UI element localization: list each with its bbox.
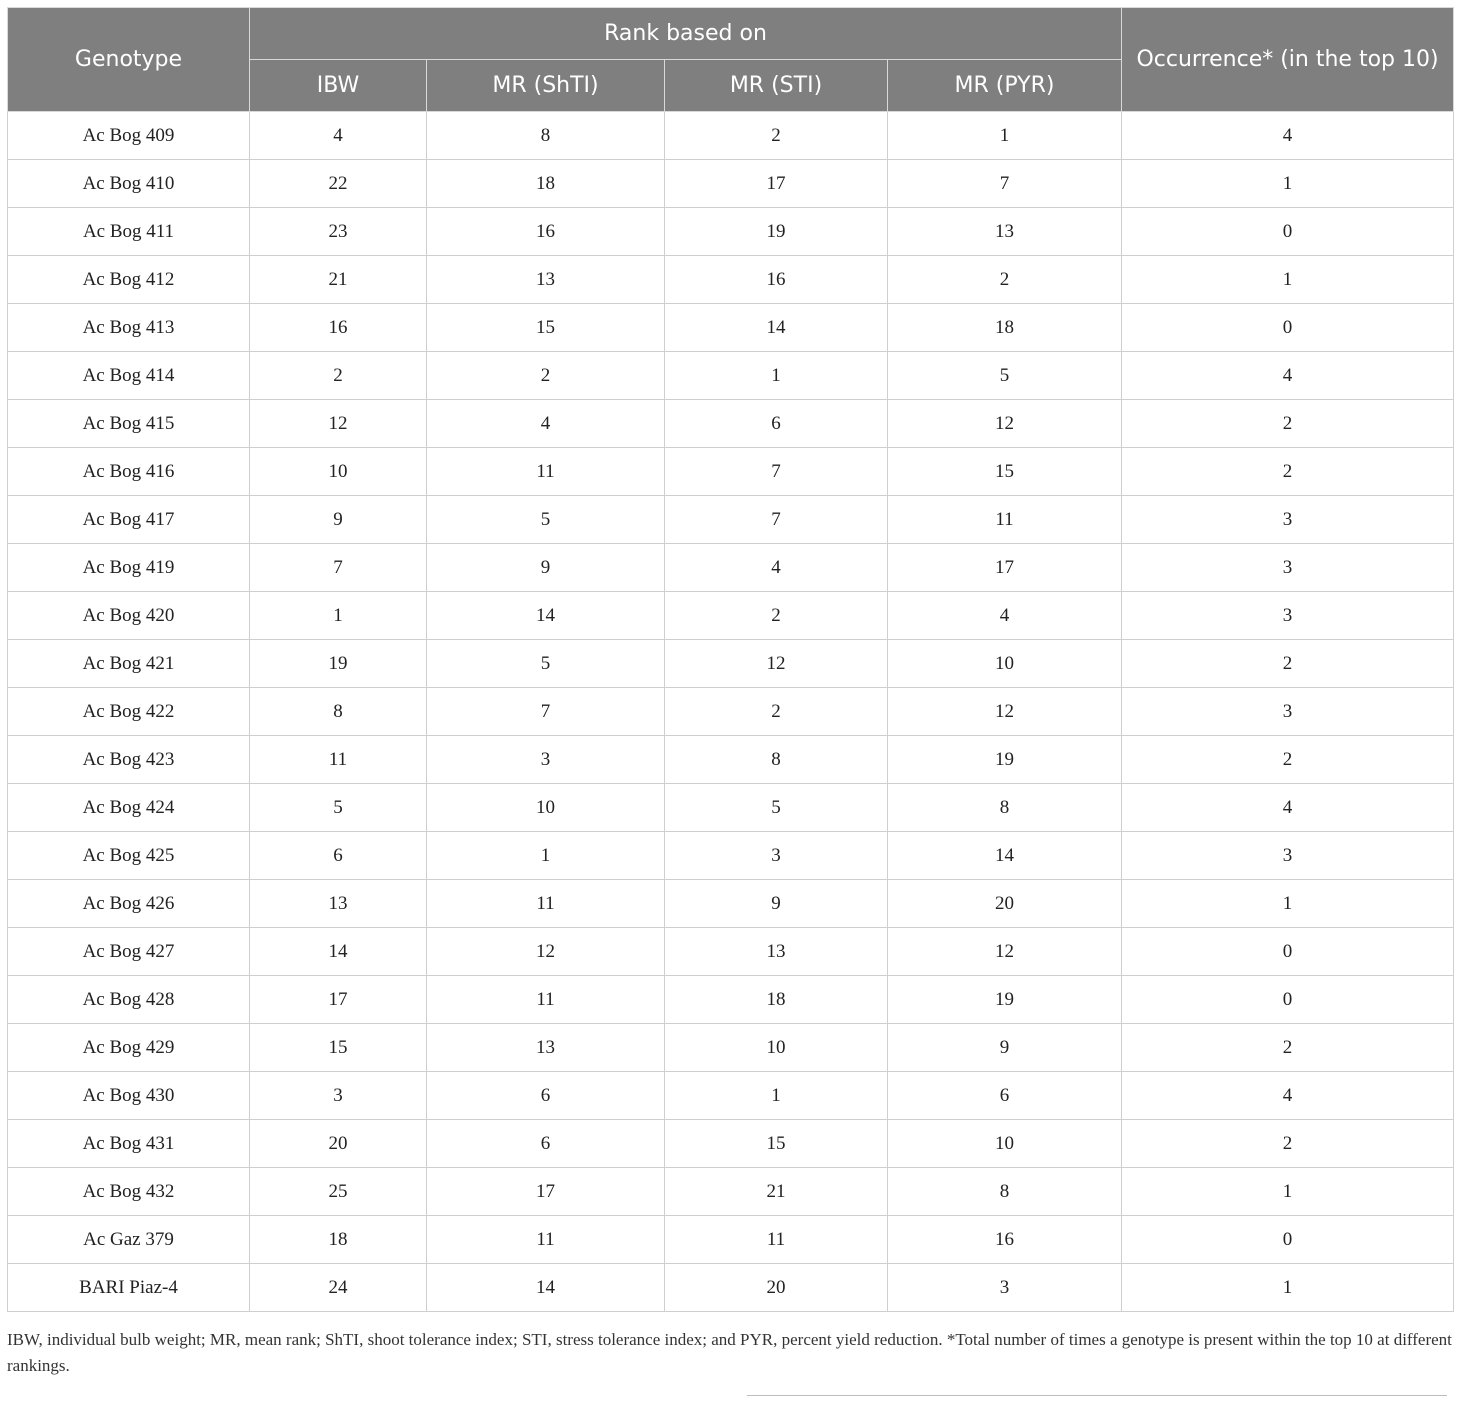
mr-shti-header: MR (ShTI) [427,60,665,112]
ibw-cell: 13 [250,880,427,928]
occurrence-cell: 3 [1122,832,1454,880]
rank-based-on-header: Rank based on [250,8,1122,60]
genotype-cell: Ac Bog 416 [8,448,250,496]
mr-pyr-cell: 2 [888,256,1122,304]
ibw-cell: 12 [250,400,427,448]
mr-sti-cell: 10 [665,1024,888,1072]
ibw-cell: 19 [250,640,427,688]
mr-sti-cell: 5 [665,784,888,832]
table-row [8,208,1454,256]
genotype-cell: Ac Bog 410 [8,160,250,208]
occurrence-cell: 1 [1122,1264,1454,1312]
rank-table [7,7,1454,1312]
ibw-cell: 18 [250,1216,427,1264]
genotype-cell: Ac Bog 423 [8,736,250,784]
table-row [8,592,1454,640]
genotype-cell: Ac Bog 415 [8,400,250,448]
mr-sti-cell: 4 [665,544,888,592]
mr-sti-cell: 2 [665,688,888,736]
occurrence-header: Occurrence* (in the top 10) [1122,8,1454,112]
mr-sti-header: MR (STI) [665,60,888,112]
mr-pyr-cell: 18 [888,304,1122,352]
genotype-cell: Ac Bog 425 [8,832,250,880]
ibw-cell: 14 [250,928,427,976]
mr-shti-cell: 17 [427,1168,665,1216]
table-row [8,688,1454,736]
mr-shti-cell: 14 [427,592,665,640]
header-row-top [8,8,1454,60]
occurrence-cell: 1 [1122,1168,1454,1216]
mr-shti-cell: 11 [427,1216,665,1264]
ibw-cell: 10 [250,448,427,496]
occurrence-cell: 2 [1122,736,1454,784]
ibw-cell: 23 [250,208,427,256]
ibw-cell: 2 [250,352,427,400]
occurrence-cell: 2 [1122,1024,1454,1072]
mr-pyr-header: MR (PYR) [888,60,1122,112]
occurrence-cell: 2 [1122,400,1454,448]
genotype-cell: Ac Bog 412 [8,256,250,304]
ibw-cell: 24 [250,1264,427,1312]
ibw-cell: 9 [250,496,427,544]
genotype-cell: Ac Bog 414 [8,352,250,400]
ibw-cell: 6 [250,832,427,880]
genotype-cell: Ac Bog 430 [8,1072,250,1120]
mr-shti-cell: 12 [427,928,665,976]
mr-sti-cell: 20 [665,1264,888,1312]
table-row [8,640,1454,688]
table-row [8,736,1454,784]
mr-shti-cell: 8 [427,112,665,160]
mr-shti-cell: 5 [427,640,665,688]
mr-pyr-cell: 14 [888,832,1122,880]
ibw-cell: 25 [250,1168,427,1216]
mr-sti-cell: 18 [665,976,888,1024]
occurrence-cell: 2 [1122,448,1454,496]
table-row [8,832,1454,880]
mr-pyr-cell: 8 [888,784,1122,832]
occurrence-cell: 1 [1122,160,1454,208]
occurrence-cell: 4 [1122,352,1454,400]
ibw-cell: 3 [250,1072,427,1120]
mr-sti-cell: 6 [665,400,888,448]
table-row [8,1264,1454,1312]
mr-shti-cell: 11 [427,976,665,1024]
genotype-cell: Ac Gaz 379 [8,1216,250,1264]
occurrence-cell: 0 [1122,1216,1454,1264]
table-row [8,400,1454,448]
mr-shti-cell: 5 [427,496,665,544]
mr-shti-cell: 6 [427,1120,665,1168]
occurrence-cell: 4 [1122,112,1454,160]
mr-sti-cell: 14 [665,304,888,352]
mr-pyr-cell: 9 [888,1024,1122,1072]
mr-sti-cell: 7 [665,496,888,544]
mr-shti-cell: 10 [427,784,665,832]
mr-shti-cell: 13 [427,1024,665,1072]
mr-pyr-cell: 17 [888,544,1122,592]
mr-shti-cell: 7 [427,688,665,736]
genotype-cell: Ac Bog 409 [8,112,250,160]
ibw-cell: 22 [250,160,427,208]
genotype-cell: Ac Bog 421 [8,640,250,688]
mr-pyr-cell: 15 [888,448,1122,496]
mr-sti-cell: 12 [665,640,888,688]
mr-pyr-cell: 19 [888,976,1122,1024]
occurrence-cell: 0 [1122,976,1454,1024]
occurrence-cell: 0 [1122,208,1454,256]
mr-sti-cell: 17 [665,160,888,208]
mr-pyr-cell: 6 [888,1072,1122,1120]
mr-pyr-cell: 7 [888,160,1122,208]
genotype-cell: Ac Bog 426 [8,880,250,928]
genotype-cell: Ac Bog 411 [8,208,250,256]
occurrence-cell: 3 [1122,688,1454,736]
mr-pyr-cell: 10 [888,640,1122,688]
mr-pyr-cell: 8 [888,1168,1122,1216]
genotype-cell: Ac Bog 419 [8,544,250,592]
genotype-cell: Ac Bog 420 [8,592,250,640]
mr-shti-cell: 2 [427,352,665,400]
mr-pyr-cell: 12 [888,688,1122,736]
mr-shti-cell: 15 [427,304,665,352]
table-row [8,1168,1454,1216]
mr-pyr-cell: 12 [888,400,1122,448]
mr-shti-cell: 14 [427,1264,665,1312]
ibw-cell: 15 [250,1024,427,1072]
mr-pyr-cell: 13 [888,208,1122,256]
occurrence-cell: 1 [1122,256,1454,304]
table-row [8,1120,1454,1168]
mr-pyr-cell: 19 [888,736,1122,784]
genotype-cell: Ac Bog 429 [8,1024,250,1072]
table-row [8,1024,1454,1072]
mr-pyr-cell: 11 [888,496,1122,544]
mr-shti-cell: 4 [427,400,665,448]
genotype-cell: Ac Bog 422 [8,688,250,736]
mr-sti-cell: 11 [665,1216,888,1264]
mr-shti-cell: 11 [427,448,665,496]
table-footnote: IBW, individual bulb weight; MR, mean rank; ShTI, shoot tolerance index; STI, stress tolerance index; and PYR, percent yield reduction. *Total number of times a genotype is present within the top 10 at different rankings. [7,1330,1452,1375]
mr-shti-cell: 13 [427,256,665,304]
mr-sti-cell: 2 [665,592,888,640]
mr-sti-cell: 1 [665,1072,888,1120]
mr-pyr-cell: 10 [888,1120,1122,1168]
occurrence-cell: 4 [1122,1072,1454,1120]
table-header [8,8,1454,112]
mr-sti-cell: 21 [665,1168,888,1216]
genotype-cell: Ac Bog 417 [8,496,250,544]
genotype-cell: Ac Bog 428 [8,976,250,1024]
occurrence-cell: 2 [1122,640,1454,688]
table-row [8,352,1454,400]
mr-sti-cell: 7 [665,448,888,496]
table-row [8,544,1454,592]
ibw-cell: 21 [250,256,427,304]
ibw-cell: 1 [250,592,427,640]
mr-sti-cell: 9 [665,880,888,928]
ibw-cell: 17 [250,976,427,1024]
mr-pyr-cell: 5 [888,352,1122,400]
mr-shti-cell: 9 [427,544,665,592]
occurrence-cell: 4 [1122,784,1454,832]
mr-pyr-cell: 3 [888,1264,1122,1312]
mr-shti-cell: 1 [427,832,665,880]
mr-sti-cell: 13 [665,928,888,976]
mr-pyr-cell: 4 [888,592,1122,640]
mr-shti-cell: 18 [427,160,665,208]
table-row [8,448,1454,496]
footer-divider [747,1395,1447,1396]
genotype-cell: Ac Bog 432 [8,1168,250,1216]
ibw-header: IBW [250,60,427,112]
genotype-cell: Ac Bog 431 [8,1120,250,1168]
occurrence-cell: 0 [1122,928,1454,976]
occurrence-cell: 3 [1122,496,1454,544]
table-row [8,256,1454,304]
occurrence-cell: 2 [1122,1120,1454,1168]
ibw-cell: 11 [250,736,427,784]
genotype-cell: Ac Bog 424 [8,784,250,832]
rank-table-container [7,7,1453,1312]
mr-shti-cell: 3 [427,736,665,784]
mr-pyr-cell: 12 [888,928,1122,976]
table-row [8,928,1454,976]
table-row [8,112,1454,160]
genotype-cell: Ac Bog 413 [8,304,250,352]
mr-shti-cell: 6 [427,1072,665,1120]
table-row [8,1072,1454,1120]
ibw-cell: 16 [250,304,427,352]
mr-sti-cell: 2 [665,112,888,160]
mr-sti-cell: 15 [665,1120,888,1168]
mr-pyr-cell: 20 [888,880,1122,928]
occurrence-cell: 3 [1122,592,1454,640]
ibw-cell: 8 [250,688,427,736]
mr-sti-cell: 16 [665,256,888,304]
table-body [8,112,1454,1312]
table-row [8,784,1454,832]
ibw-cell: 5 [250,784,427,832]
table-row [8,160,1454,208]
mr-shti-cell: 16 [427,208,665,256]
table-row [8,496,1454,544]
occurrence-cell: 1 [1122,880,1454,928]
mr-sti-cell: 3 [665,832,888,880]
genotype-cell: Ac Bog 427 [8,928,250,976]
ibw-cell: 7 [250,544,427,592]
occurrence-cell: 3 [1122,544,1454,592]
ibw-cell: 4 [250,112,427,160]
mr-shti-cell: 11 [427,880,665,928]
mr-pyr-cell: 16 [888,1216,1122,1264]
mr-sti-cell: 1 [665,352,888,400]
ibw-cell: 20 [250,1120,427,1168]
mr-pyr-cell: 1 [888,112,1122,160]
genotype-cell: BARI Piaz-4 [8,1264,250,1312]
occurrence-cell: 0 [1122,304,1454,352]
genotype-header: Genotype [8,8,250,112]
mr-sti-cell: 8 [665,736,888,784]
table-row [8,304,1454,352]
mr-sti-cell: 19 [665,208,888,256]
table-row [8,1216,1454,1264]
table-row [8,976,1454,1024]
table-row [8,880,1454,928]
